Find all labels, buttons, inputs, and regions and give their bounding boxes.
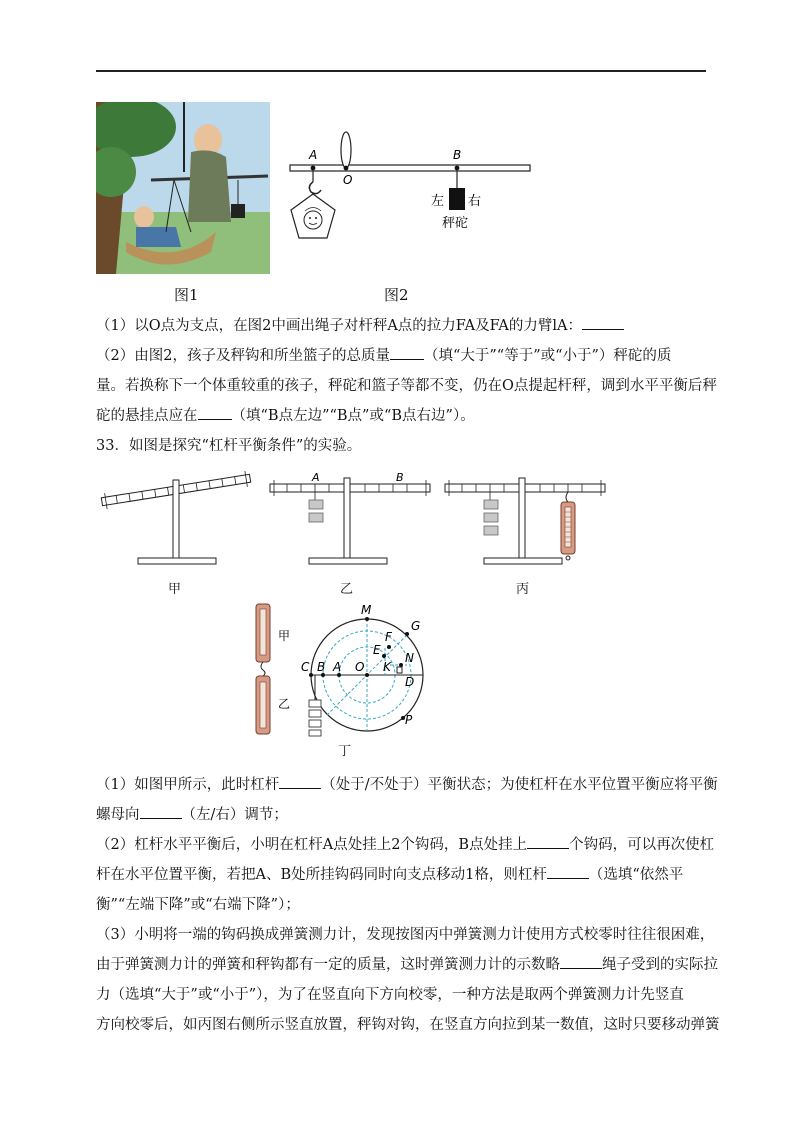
q33-part-2-line-1: （2）杠杆水平平衡后，小明在杠杆A点处挂上2个钩码，B点处挂上 个钩码，可以再次使杠 <box>96 834 716 856</box>
fig2-label-right: 右 <box>468 194 482 209</box>
fig33-ding-label-k: K <box>383 660 391 674</box>
fig2-label-left: 左 <box>431 194 445 209</box>
fig33-ding-label-g: G <box>411 619 421 633</box>
figure-33-bing-caption: 丙 <box>516 582 530 597</box>
figure-33-jia <box>96 470 256 570</box>
answer-blank[interactable] <box>582 315 624 330</box>
q33-part-2-line-2: 杆在水平位置平衡，若把A、B处所挂钩码同时向支点移动1格，则杠杆 （选填“依然平 <box>96 864 716 886</box>
fig33-ding-label-b: B <box>317 660 326 674</box>
q32-part-2-line-2: 量。若换称下一个体重较重的孩子，秤砣和篮子等都不变，仍在O点提起杆秤，调到水平平衡后秤 <box>96 378 717 394</box>
figure-1-caption: 图1 <box>174 286 199 304</box>
fig33-yi-label-b: B <box>396 471 404 484</box>
fig33-ding-label-d: D <box>405 675 415 689</box>
figure-33-bing <box>440 470 610 570</box>
fig33-ding-label-a: A <box>333 660 342 674</box>
answer-blank[interactable] <box>279 774 321 789</box>
figure-33-ding <box>245 600 445 740</box>
answer-blank[interactable] <box>390 345 424 360</box>
q33-part-3-line-2: 由于弹簧测力计的弹簧和秤钩都有一定的质量，这时弹簧测力计的示数略 绳子受到的实际拉 <box>96 954 716 976</box>
fig33-yi-label-a: A <box>312 471 320 484</box>
q33-part-1-line-1: （1）如图甲所示，此时杠杆 （处于/不处于）平衡状态；为使杠杆在水平位置平衡应将平衡 <box>96 774 716 796</box>
fig2-label-weight: 秤砣 <box>442 216 469 231</box>
header-rule <box>96 70 706 72</box>
fig2-label-o: O <box>343 173 353 187</box>
figure-33-yi-caption: 乙 <box>340 582 354 597</box>
fig33-ding-label-c: C <box>301 660 310 674</box>
q33-part-2-line-3: 衡”“左端下降”或“右端下降”）； <box>96 897 300 913</box>
fig33-ding-label-f: F <box>385 630 392 644</box>
figure-33-jia-caption: 甲 <box>168 582 182 597</box>
figure-2-steelyard <box>285 110 535 260</box>
fig33-ding-scale-jia: 甲 <box>278 629 291 643</box>
figure-2-caption: 图2 <box>384 286 409 304</box>
fig33-ding-label-m: M <box>361 603 372 617</box>
figure-33-ding-caption: 丁 <box>338 744 352 759</box>
q33-part-3-line-3: 力（选填“大于”或“小于”），为了在竖直向下方向校零，一种方法是取两个弹簧测力计先竖直 <box>96 987 684 1003</box>
answer-blank[interactable] <box>198 405 232 420</box>
answer-blank[interactable] <box>560 954 602 969</box>
q32-part-2-line-1: （2）由图2，孩子及秤钩和所坐篮子的总质量 （填“大于”“等于”或“小于”）秤砣的质 <box>96 345 716 367</box>
fig33-ding-label-e: E <box>373 643 381 657</box>
fig33-ding-label-p: P <box>405 713 413 727</box>
fig33-ding-label-n: N <box>405 651 414 665</box>
q33-part-3-line-4: 方向校零后，如丙图右侧所示竖直放置，秤钩对钩，在竖直方向拉到某一数值，这时只要移动弹簧 <box>96 1017 720 1033</box>
q33-title: 33．如图是探究“杠杆平衡条件”的实验。 <box>96 438 362 454</box>
q33-part-1-line-2: 螺母向 （左/右）调节； <box>96 804 716 826</box>
fig33-ding-scale-yi: 乙 <box>278 697 291 711</box>
fig2-label-b: B <box>453 148 462 162</box>
q32-part-1: （1）以O点为支点，在图2中画出绳子对杆秤A点的拉力FA及FA的力臂lA： <box>96 315 716 337</box>
figure-1-illustration <box>96 102 270 274</box>
answer-blank[interactable] <box>140 804 182 819</box>
answer-blank[interactable] <box>527 834 569 849</box>
fig33-ding-label-o: O <box>355 660 365 674</box>
answer-blank[interactable] <box>547 864 589 879</box>
figure-33-yi <box>265 470 435 570</box>
q33-part-3-line-1: （3）小明将一端的钩码换成弹簧测力计，发现按图丙中弹簧测力计使用方式校零时往往很困难， <box>96 927 715 943</box>
q32-part-2-line-3: 砣的悬挂点应在 （填“B点左边”“B点”或“B点右边”）。 <box>96 405 716 427</box>
fig2-label-a: A <box>309 148 318 162</box>
